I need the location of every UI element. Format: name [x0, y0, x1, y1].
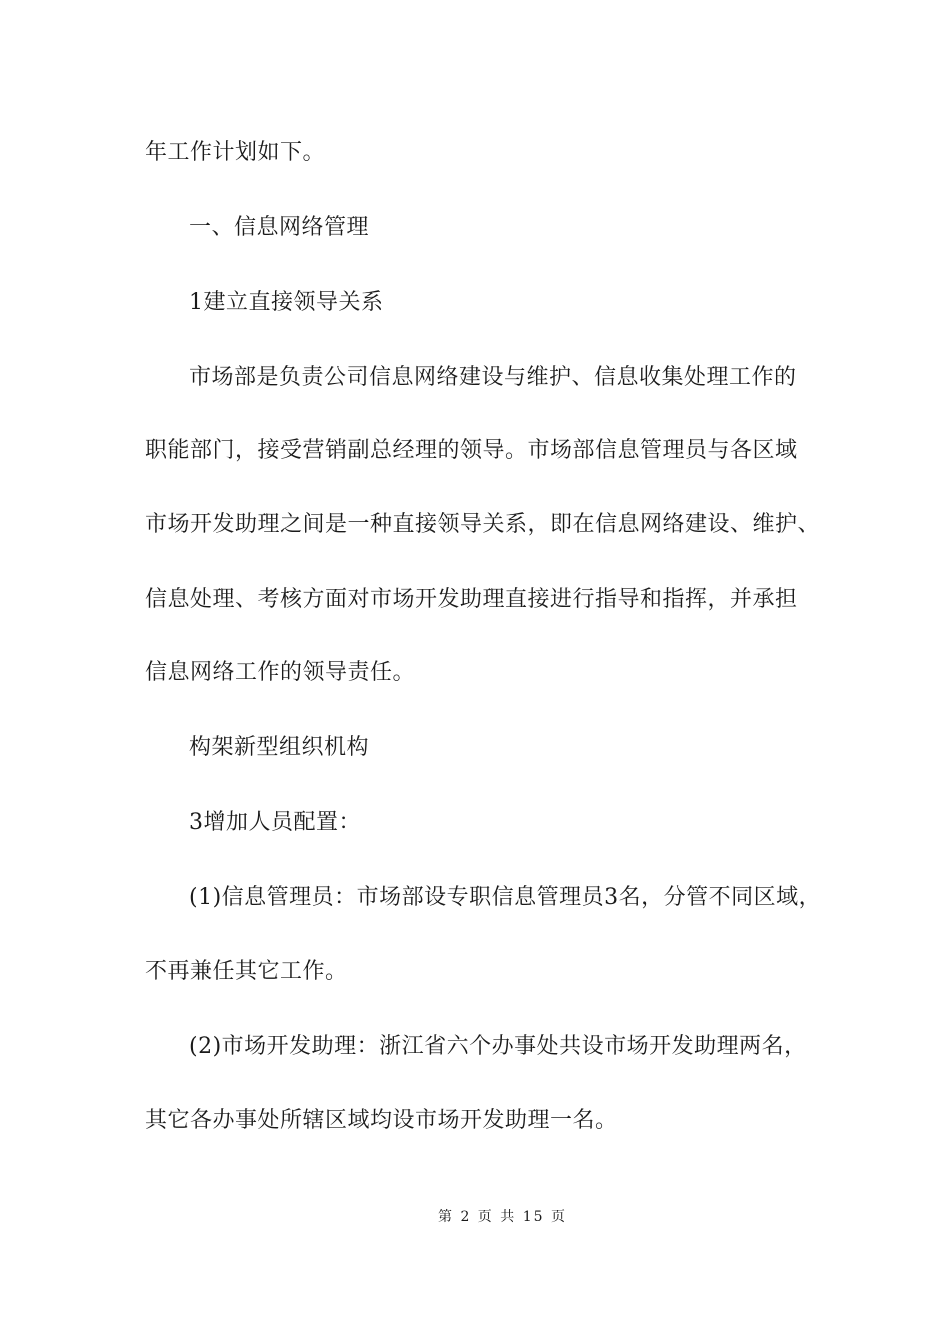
body-line: 信息处理、考核方面对市场开发助理直接进行指导和指挥，并承担: [145, 587, 798, 612]
list-item-line: (2)市场开发助理：浙江省六个办事处共设市场开发助理两名，: [189, 1034, 807, 1059]
body-line: 信息网络工作的领导责任。: [145, 660, 416, 685]
page-number: 第 2 页 共 15 页: [438, 1209, 567, 1225]
list-item-line: 其它各办事处所辖区域均设市场开发助理一名。: [145, 1108, 618, 1133]
paragraph-continuation: 年工作计划如下。: [145, 140, 326, 165]
subsection-heading: 构架新型组织机构: [189, 735, 370, 760]
subsection-heading: 3增加人员配置：: [189, 810, 361, 835]
list-item-line: (1)信息管理员：市场部设专职信息管理员3名，分管不同区域，: [189, 885, 822, 910]
section-heading: 一、信息网络管理: [189, 215, 370, 240]
body-line: 市场开发助理之间是一种直接领导关系，即在信息网络建设、维护、: [145, 512, 821, 537]
body-line: 职能部门，接受营销副总经理的领导。市场部信息管理员与各区域: [145, 438, 798, 463]
body-line: 市场部是负责公司信息网络建设与维护、信息收集处理工作的: [189, 365, 797, 390]
subsection-heading: 1建立直接领导关系: [189, 290, 384, 315]
list-item-line: 不再兼任其它工作。: [145, 959, 348, 984]
